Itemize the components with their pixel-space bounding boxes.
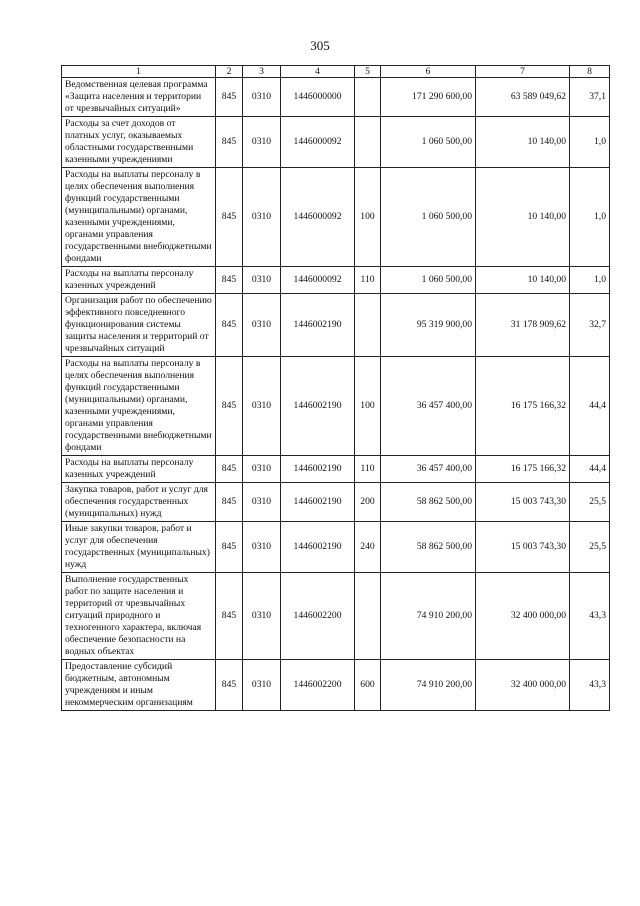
cell-expense-type: 110 [355,267,381,294]
cell-target-code: 1446002200 [281,573,355,660]
cell-name: Предоставление субсидий бюджетным, автономным учреждениям и иным некоммерческим организациям [62,660,216,711]
cell-section-code: 0310 [243,117,281,168]
cell-name: Расходы на выплаты персоналу казенных учреждений [62,267,216,294]
cell-target-code: 1446002190 [281,483,355,522]
table-row [62,456,610,483]
cell-section-code: 0310 [243,294,281,357]
cell-grbs-code: 845 [216,483,243,522]
table-row [62,522,610,573]
cell-grbs-code: 845 [216,357,243,456]
cell-actual-amount: 15 003 743,30 [476,522,570,573]
table-body [62,78,610,711]
cell-percent: 32,7 [570,294,610,357]
cell-grbs-code: 845 [216,522,243,573]
cell-target-code: 1446000092 [281,267,355,294]
cell-percent: 25,5 [570,522,610,573]
cell-name: Расходы на выплаты персоналу казенных учреждений [62,456,216,483]
cell-percent: 44,4 [570,456,610,483]
cell-actual-amount: 32 400 000,00 [476,660,570,711]
column-header: 4 [281,66,355,78]
cell-plan-amount: 1 060 500,00 [381,267,476,294]
cell-grbs-code: 845 [216,456,243,483]
table-row [62,573,610,660]
cell-percent: 43,3 [570,573,610,660]
cell-section-code: 0310 [243,483,281,522]
cell-expense-type [355,294,381,357]
cell-expense-type: 110 [355,456,381,483]
cell-actual-amount: 10 140,00 [476,168,570,267]
cell-expense-type: 200 [355,483,381,522]
cell-name: Расходы на выплаты персоналу в целях обеспечения выполнения функций государственными (муниципальными) органами, казенными учреждениями, органами управления государственными внебюджетными фондами [62,357,216,456]
column-header: 3 [243,66,281,78]
cell-expense-type [355,573,381,660]
cell-actual-amount: 32 400 000,00 [476,573,570,660]
cell-section-code: 0310 [243,573,281,660]
cell-actual-amount: 10 140,00 [476,267,570,294]
cell-plan-amount: 1 060 500,00 [381,117,476,168]
cell-plan-amount: 74 910 200,00 [381,573,476,660]
cell-section-code: 0310 [243,357,281,456]
cell-expense-type [355,117,381,168]
cell-actual-amount: 16 175 166,32 [476,357,570,456]
cell-actual-amount: 31 178 909,62 [476,294,570,357]
column-header: 5 [355,66,381,78]
cell-plan-amount: 36 457 400,00 [381,456,476,483]
cell-percent: 37,1 [570,78,610,117]
cell-plan-amount: 95 319 900,00 [381,294,476,357]
cell-percent: 44,4 [570,357,610,456]
cell-target-code: 1446000000 [281,78,355,117]
cell-grbs-code: 845 [216,573,243,660]
cell-percent: 43,3 [570,660,610,711]
column-header: 6 [381,66,476,78]
page-number: 305 [310,38,330,53]
cell-actual-amount: 10 140,00 [476,117,570,168]
cell-section-code: 0310 [243,660,281,711]
cell-plan-amount: 74 910 200,00 [381,660,476,711]
table-header [62,66,610,78]
table-row [62,267,610,294]
cell-target-code: 1446002190 [281,456,355,483]
cell-target-code: 1446002190 [281,294,355,357]
table-row [62,294,610,357]
cell-name: Выполнение государственных работ по защите населения и территорий от чрезвычайных ситуаций природного и техногенного характера, включая обеспечение безопасности на водных объектах [62,573,216,660]
cell-plan-amount: 1 060 500,00 [381,168,476,267]
cell-name: Закупка товаров, работ и услуг для обеспечения государственных (муниципальных) нужд [62,483,216,522]
table-row [62,357,610,456]
cell-expense-type: 240 [355,522,381,573]
cell-plan-amount: 36 457 400,00 [381,357,476,456]
cell-percent: 1,0 [570,267,610,294]
table-row [62,483,610,522]
cell-percent: 1,0 [570,168,610,267]
column-header: 8 [570,66,610,78]
header-row [62,66,610,78]
column-header: 2 [216,66,243,78]
cell-plan-amount: 171 290 600,00 [381,78,476,117]
cell-expense-type: 600 [355,660,381,711]
cell-grbs-code: 845 [216,78,243,117]
cell-section-code: 0310 [243,267,281,294]
cell-name: Ведомственная целевая программа «Защита населения и территории от чрезвычайных ситуаций» [62,78,216,117]
cell-target-code: 1446002200 [281,660,355,711]
cell-section-code: 0310 [243,522,281,573]
cell-grbs-code: 845 [216,267,243,294]
cell-percent: 1,0 [570,117,610,168]
cell-grbs-code: 845 [216,294,243,357]
cell-grbs-code: 845 [216,660,243,711]
budget-table [61,65,610,711]
column-header: 1 [62,66,216,78]
cell-name: Организация работ по обеспечению эффективного повседневного функционирования системы защиты населения и территорий от чрезвычайных ситуаций [62,294,216,357]
table-row [62,78,610,117]
cell-target-code: 1446000092 [281,168,355,267]
cell-expense-type: 100 [355,357,381,456]
cell-grbs-code: 845 [216,117,243,168]
cell-name: Расходы на выплаты персоналу в целях обеспечения выполнения функций государственными (муниципальными) органами, казенными учреждениями, органами управления государственными внебюджетными фондами [62,168,216,267]
cell-plan-amount: 58 862 500,00 [381,483,476,522]
cell-section-code: 0310 [243,168,281,267]
column-header: 7 [476,66,570,78]
table-row [62,660,610,711]
cell-grbs-code: 845 [216,168,243,267]
table-row [62,168,610,267]
cell-actual-amount: 63 589 049,62 [476,78,570,117]
table-row [62,117,610,168]
cell-expense-type [355,78,381,117]
cell-target-code: 1446000092 [281,117,355,168]
cell-name: Иные закупки товаров, работ и услуг для обеспечения государственных (муниципальных) нужд [62,522,216,573]
cell-target-code: 1446002190 [281,357,355,456]
cell-actual-amount: 16 175 166,32 [476,456,570,483]
cell-name: Расходы за счет доходов от платных услуг, оказываемых областными государственными казенными учреждениями [62,117,216,168]
cell-actual-amount: 15 003 743,30 [476,483,570,522]
cell-section-code: 0310 [243,78,281,117]
cell-plan-amount: 58 862 500,00 [381,522,476,573]
cell-percent: 25,5 [570,483,610,522]
cell-target-code: 1446002190 [281,522,355,573]
cell-section-code: 0310 [243,456,281,483]
cell-expense-type: 100 [355,168,381,267]
